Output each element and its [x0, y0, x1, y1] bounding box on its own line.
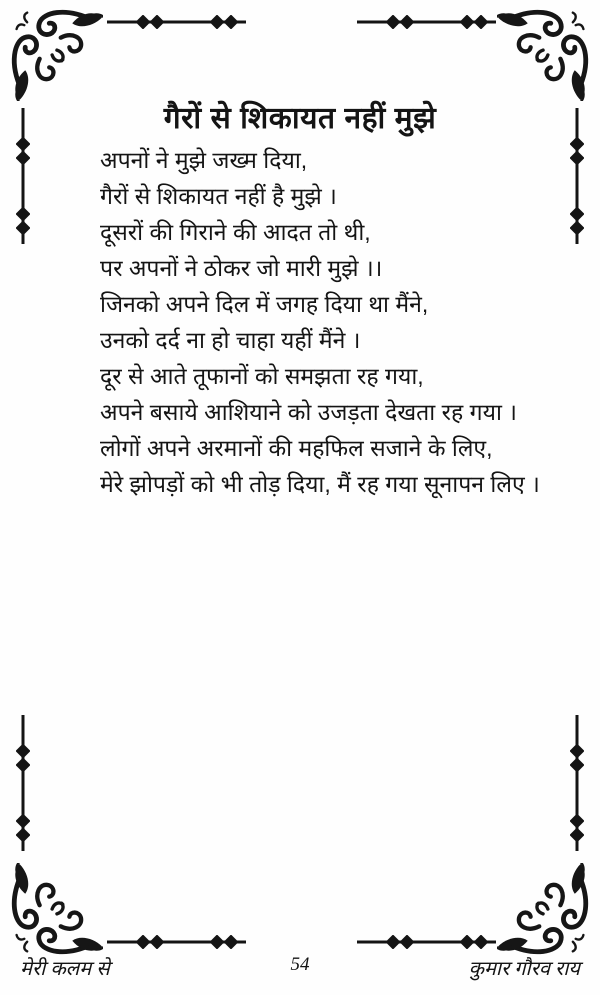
- footer-author-name: कुमार गौरव राय: [468, 958, 580, 980]
- border-line-icon: [105, 935, 248, 949]
- poem-line: लोगों अपने अरमानों की महफिल सजाने के लिए,: [100, 435, 493, 461]
- poem-title: गैरों से शिकायत नहीं मुझे: [163, 102, 437, 136]
- corner-flourish-icon: [497, 5, 593, 101]
- corner-flourish-icon: [7, 5, 103, 101]
- poem-body: [100, 142, 560, 502]
- page-footer: [20, 954, 580, 981]
- poem-line: गैरों से शिकायत नहीं है मुझे ।: [100, 183, 337, 209]
- border-line-icon: [355, 935, 498, 949]
- page-number: 54: [290, 954, 310, 975]
- poem-line: दूसरों की गिराने की आदत तो थी,: [100, 219, 371, 245]
- footer-book-title: मेरी कलम से: [20, 958, 110, 980]
- poem-line: पर अपनों ने ठोकर जो मारी मुझे ।।: [100, 255, 383, 281]
- border-line-icon: [16, 713, 30, 853]
- poem-line: जिनको अपने दिल में जगह दिया था मैंने,: [100, 291, 429, 317]
- poem-line: दूर से आते तूफानों को समझता रह गया,: [100, 363, 424, 389]
- poem-line: उनको दर्द ना हो चाहा यहीं मैंने ।: [100, 327, 361, 353]
- border-line-icon: [105, 15, 248, 29]
- corner-flourish-icon: [7, 863, 103, 959]
- border-line-icon: [570, 713, 584, 853]
- poem-line: अपने बसाये आशियाने को उजड़ता देखता रह गया ।: [100, 399, 518, 425]
- border-line-icon: [355, 15, 498, 29]
- poem-line: अपनों ने मुझे जख्म दिया,: [100, 147, 308, 173]
- poem-line: मेरे झोपड़ों को भी तोड़ दिया, मैं रह गया सूनापन लिए ।: [100, 471, 540, 497]
- corner-flourish-icon: [497, 863, 593, 959]
